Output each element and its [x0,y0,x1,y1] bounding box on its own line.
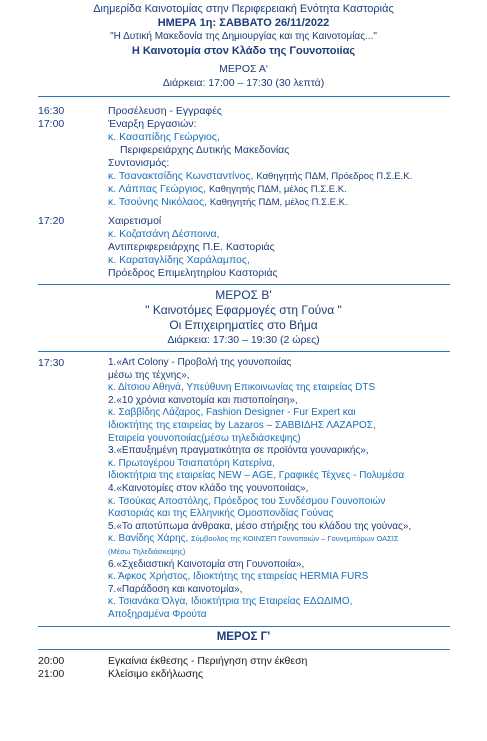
schedule-row [0,215,487,280]
schedule-row [0,105,487,118]
speaker-name: κ. Λάππας Γεώργιος, [108,183,207,195]
talk-title: 1.«Art Colony - Προβολή της γουνοποιίας [108,357,292,368]
greetings-text: Χαιρετισμοί [108,215,162,227]
talk-speaker: Καστοριάς και της Ελληνικής Ομοσπονδίας Γούνας [108,508,334,520]
schedule-row [0,357,487,621]
talk-speaker: κ. Άφκος Χρήστος, Ιδιοκτήτης της εταιρείας HERMIA FURS [108,571,369,583]
time-label: 17:30 [38,357,65,369]
speaker-name: κ. Κοζατσάνη Δέσποινα, [108,228,220,240]
exhibition-text: Εγκαίνια έκθεσης - Περιήγηση στην έκθεση [108,655,308,668]
part-a-duration: Διάρκεια: 17:00 – 17:30 (30 λεπτά) [162,77,325,89]
time-label: 17:20 [38,215,65,227]
talk-speaker: Αποξηραμένα Φρούτα [108,608,207,620]
arrival-text: Προσέλευση - Εγγραφές [108,105,222,117]
time-label: 17:00 [38,118,65,130]
talk-note: (Μέσω Τηλεδιάσκεψης) [108,546,186,556]
part-b-subtitle: " Καινοτόμες Εφαρμογές στη Γούνα " [145,303,342,317]
speaker-name: κ. Τσανακτσίδης Κωνσταντίνος, [108,170,254,182]
header-line1: Διημερίδα Καινοτομίας στην Περιφερειακή Ενότητα Καστοριάς [93,3,394,15]
divider [38,626,450,627]
speaker-name: κ. Τσούνης Νικόλαος, [108,196,207,208]
talk-title: 4.«Καινοτομίες στον κλάδο της γουνοποιίας», [108,482,309,494]
speaker-role: Αντιπεριφερειάρχης Π.Ε. Καστοριάς [108,241,275,253]
talk-speaker: κ. Τσούκας Αποστόλης, Πρόεδρος του Συνδέσμου Γουνοποιών [108,495,386,507]
talk-title: 3.«Επαυξημένη πραγματικότητα σε προϊόντα γουναρικής», [108,445,369,457]
part-b-subtitle2: Οι Επιχειρηματίες στο Βήμα [169,318,318,332]
time-label: 21:00 [38,668,65,681]
header-day: ΗΜΕΡΑ 1η: ΣΑΒΒΑΤΟ 26/11/2022 [157,17,330,29]
part-b-title: ΜΕΡΟΣ Β' [215,288,272,302]
talk-speaker: Εταιρεία γουνοποιίας(μέσω τηλεδιάσκεψης) [108,432,301,444]
opening-text: Έναρξη Εργασιών: [108,118,197,130]
speaker-name: κ. Καραταγλίδης Χαράλαμπος, [108,254,250,266]
header-subtitle: "Η Δυτική Μακεδονία της Δημιουργίας και της Καινοτομίας..." [110,31,377,42]
talk-speaker-role: Σύμβουλος της ΚΟΙΝΣΕΠ Γουνοποιών – Γουνεμπόρων ΟΑΣΙΣ [191,534,399,544]
coordination-text: Συντονισμός: [108,157,170,169]
speaker-role: Καθηγητής ΠΔΜ, μέλος Π.Σ.Ε.Κ. [208,184,347,195]
talk-title: 6.«Σχεδιαστική Καινοτομία στη Γουνοποιία», [108,558,305,570]
talk-title: μέσω της τέχνης», [108,369,190,381]
speaker-role: Πρόεδρος Επιμελητηρίου Καστοριάς [108,267,278,279]
time-label: 20:00 [38,655,65,668]
talk-speaker: Ιδιοκτήτης της εταιρείας by Lazaros – ΣΑΒΒΙΔΗΣ ΛΑΖΑΡΟΣ, [108,419,376,431]
speaker-role: Καθηγητής ΠΔΜ, μέλος Π.Σ.Ε.Κ. [209,197,348,208]
header [0,2,487,58]
talk-speaker: κ. Σαββίδης Λάζαρος, Fashion Designer - Fur Expert και [108,407,356,419]
part-c-title: ΜΕΡΟΣ Γ' [216,631,271,644]
speaker-name: κ. Κασαπίδης Γεώργιος, [108,131,220,143]
talk-speaker: κ. Βανίδης Χάρης, [108,533,189,545]
divider [38,284,450,285]
talk-title: 7.«Παράδοση και καινοτομία», [108,583,243,595]
part-a-title: ΜΕΡΟΣ Α' [219,63,268,75]
header-theme: Η Καινοτομία στον Κλάδο της Γουνοποιίας [131,45,356,57]
talk-speaker: κ. Δίτσιου Αθηνά, Υπεύθυνη Επικοινωνίας της εταιρείας DTS [108,382,376,394]
schedule-row [0,668,487,681]
closing-text: Κλείσιμο εκδήλωσης [108,668,204,681]
schedule-row [0,655,487,668]
part-b-duration: Διάρκεια: 17:30 – 19:30 (2 ώρες) [167,334,320,346]
schedule-row [0,118,487,209]
speaker-role: Περιφερειάρχης Δυτικής Μακεδονίας [120,144,290,156]
talk-speaker: κ. Πρωτογέρου Τσιαπατόρη Κατερίνα, [108,457,275,469]
talk-speaker: Ιδιοκτήτρια της εταιρείας NEW – AGE, Γραφικές Τέχνες - Πολυμέσα [108,470,405,482]
talk-title: 5.«Το αποτύπωμα άνθρακα, μέσο στήριξης του κλάδου της γούνας», [108,520,412,532]
talk-title: 2.«10 χρόνια καινοτομία και πιστοποίηση», [108,394,298,406]
talk-speaker: κ. Τσιανάκα Όλγα, Ιδιοκτήτρια της Εταιρείας ΕΔΩΔΙΜΟ, [108,596,353,608]
time-label: 16:30 [38,105,65,117]
speaker-role: Καθηγητής ΠΔΜ, Πρόεδρος Π.Σ.Ε.Κ. [256,171,413,182]
